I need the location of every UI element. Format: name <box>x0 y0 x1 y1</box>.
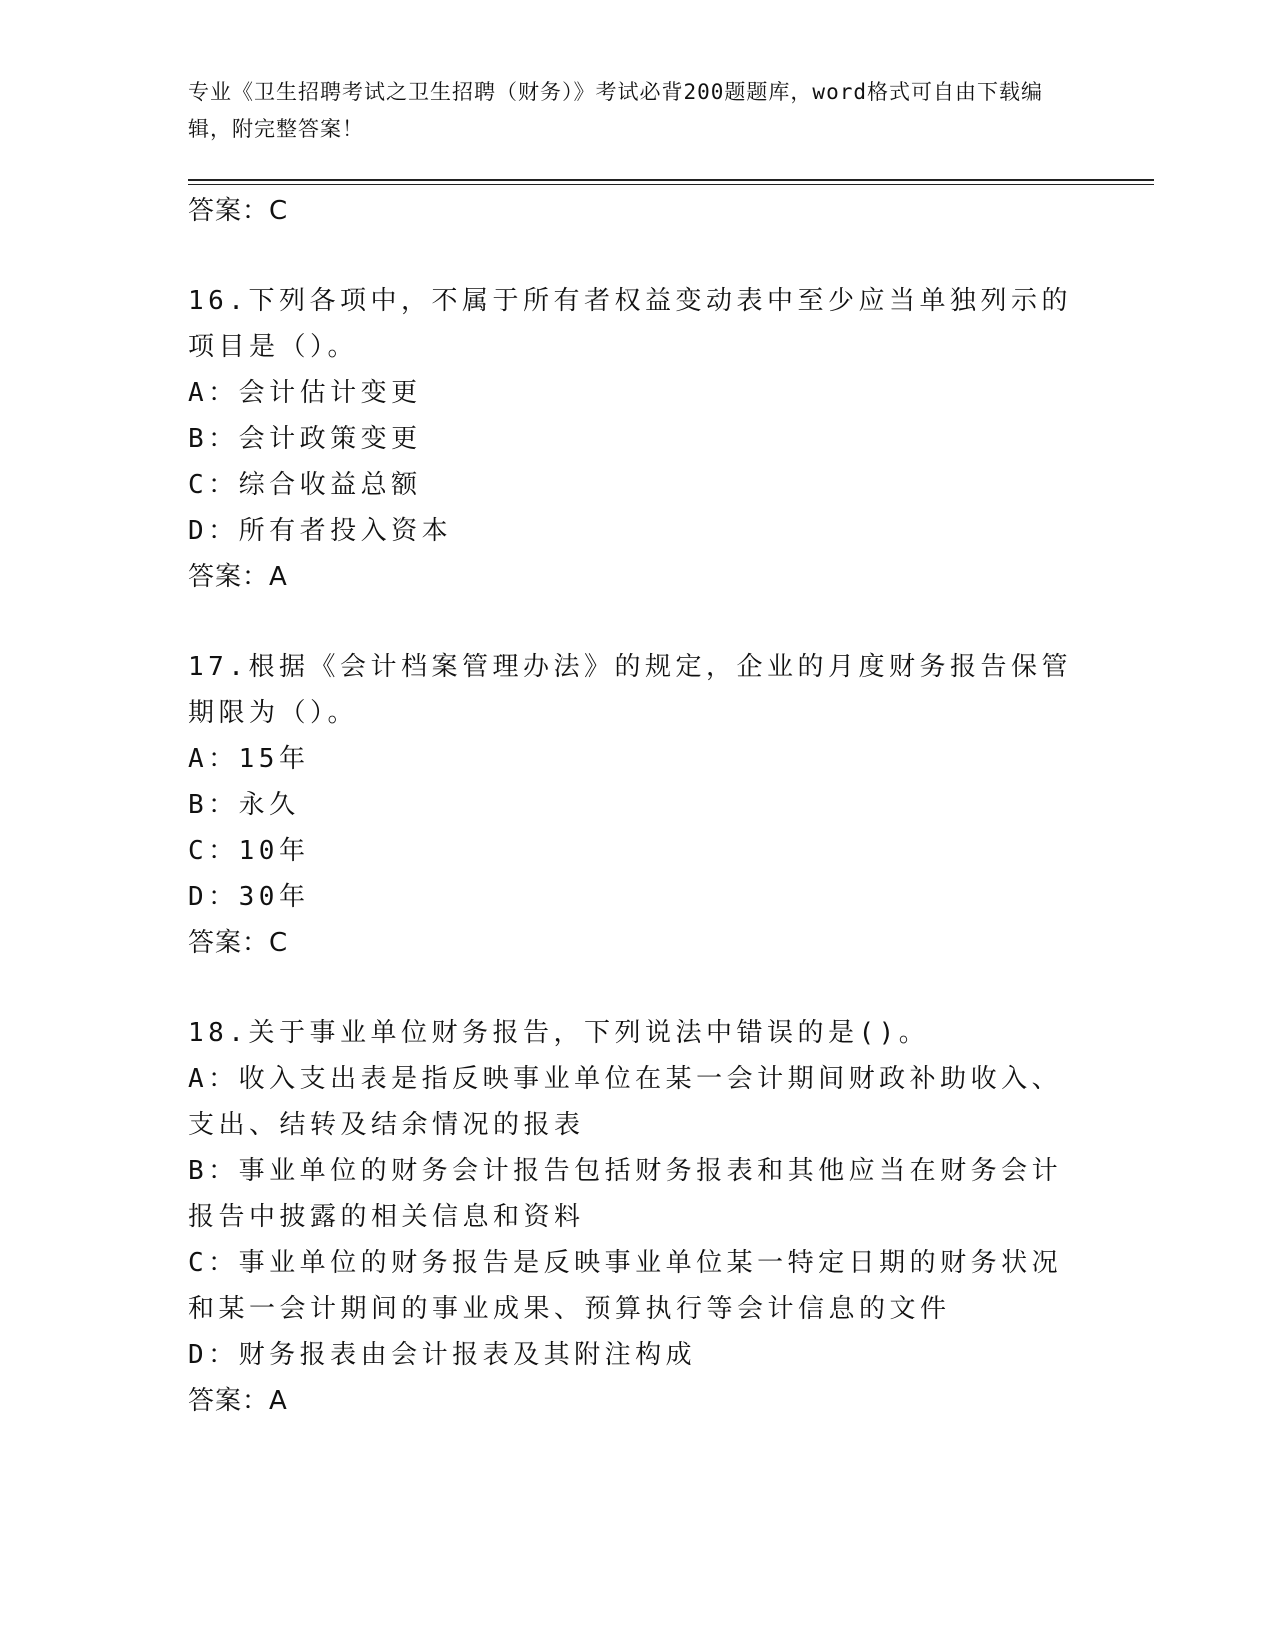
page-header: 专业《卫生招聘考试之卫生招聘（财务）》考试必背200题题库，word格式可自由下载编辑，附完整答案！ <box>188 80 1043 141</box>
question-answer: 答案：C <box>188 928 289 958</box>
header-rule-thick <box>188 179 1154 181</box>
option-c: C：综合收益总额 <box>188 470 422 500</box>
question-18 <box>188 1010 1088 1424</box>
option-c: C：10年 <box>188 836 310 866</box>
question-answer: 答案：A <box>188 562 288 592</box>
question-answer: 答案：A <box>188 1386 288 1416</box>
question-stem: 18.关于事业单位财务报告，下列说法中错误的是()。 <box>188 1018 930 1048</box>
option-a: A：15年 <box>188 744 310 774</box>
option-b: B：事业单位的财务会计报告包括财务报表和其他应当在财务会计报告中披露的相关信息和资料 <box>188 1156 1063 1232</box>
option-d: D：所有者投入资本 <box>188 516 453 546</box>
question-16 <box>188 278 1088 600</box>
option-a: A：收入支出表是指反映事业单位在某一会计期间财政补助收入、支出、结转及结余情况的报表 <box>188 1064 1063 1140</box>
option-d: D：30年 <box>188 882 310 912</box>
option-b: B：会计政策变更 <box>188 424 422 454</box>
option-b: B：永久 <box>188 790 300 820</box>
option-a: A：会计估计变更 <box>188 378 422 408</box>
question-stem: 16.下列各项中，不属于所有者权益变动表中至少应当单独列示的项目是（）。 <box>188 286 1072 362</box>
spacer <box>188 966 1088 1010</box>
previous-answer: 答案：C <box>188 196 289 226</box>
header-rule-thin <box>188 184 1154 185</box>
option-c: C：事业单位的财务报告是反映事业单位某一特定日期的财务状况和某一会计期间的事业成果、预算执行等会计信息的文件 <box>188 1248 1063 1324</box>
spacer <box>188 234 1088 278</box>
question-stem: 17.根据《会计档案管理办法》的规定，企业的月度财务报告保管期限为（）。 <box>188 652 1072 728</box>
question-list <box>188 188 1088 1424</box>
question-17 <box>188 644 1088 966</box>
option-d: D：财务报表由会计报表及其附注构成 <box>188 1340 697 1370</box>
spacer <box>188 600 1088 644</box>
